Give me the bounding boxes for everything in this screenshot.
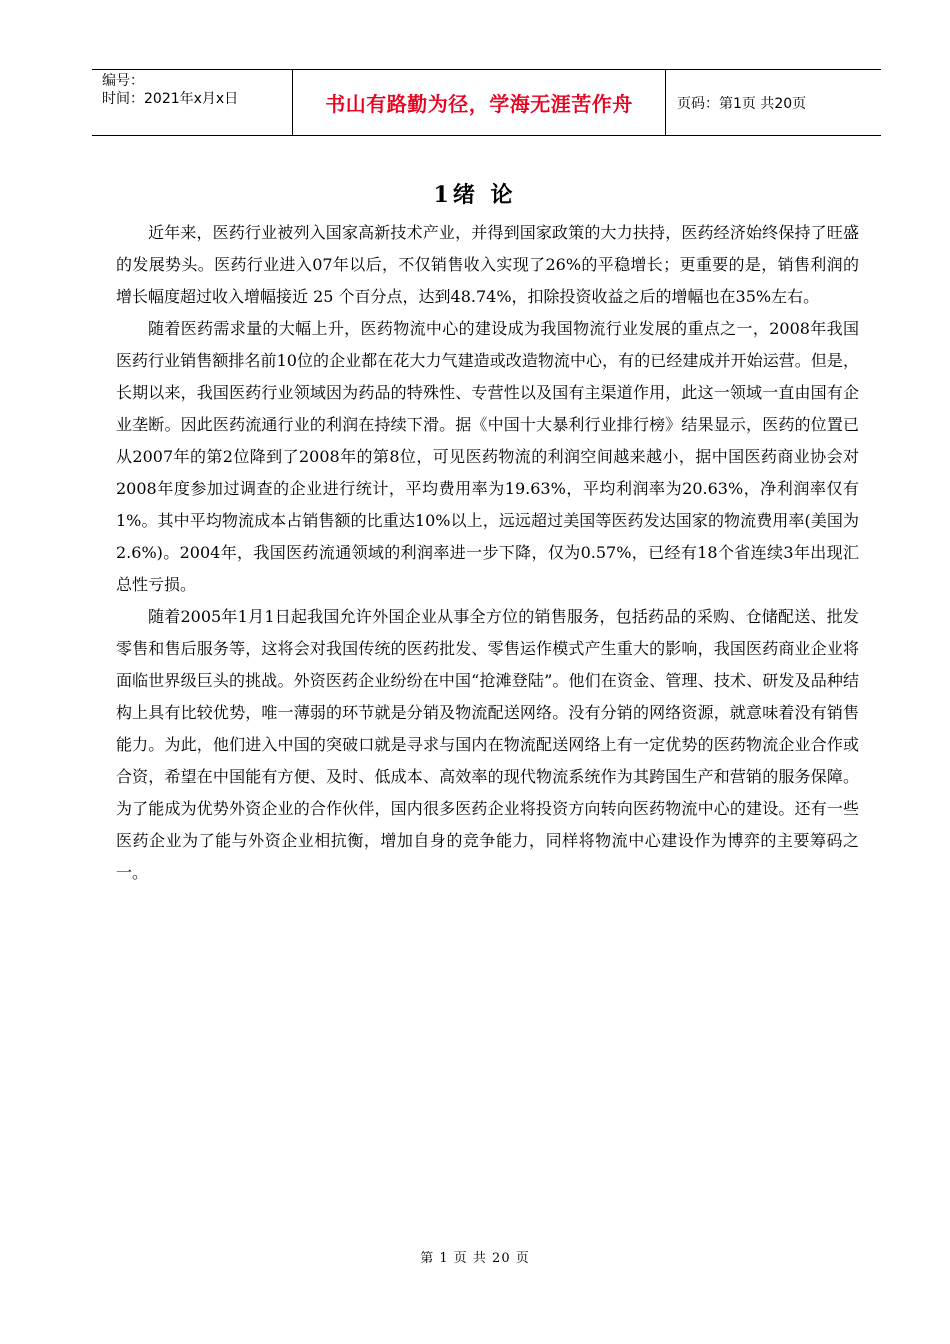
page-header <box>92 69 881 136</box>
motto-text: 书山有路勤为径，学海无涯苦作舟 <box>325 92 633 116</box>
header-motto-cell <box>293 70 666 135</box>
serial-number-label: 编号： <box>102 73 144 89</box>
header-page-cell <box>666 70 881 135</box>
page-footer: 第 1 页 共 20 页 <box>420 1251 530 1266</box>
paragraph-1: 近年来，医药行业被列入国家高新技术产业，并得到国家政策的大力扶持，医药经济始终保持了旺盛的发展势头。医药行业进入07年以后，不仅销售收入实现了26%的平稳增长；更重要的是，销售利润的增长幅度超过收入增幅接近 25 个百分点，达到48.74%，扣除投资收益之后的增幅也在35%左右。 <box>116 223 859 306</box>
paragraph-3: 随着2005年1月1日起我国允许外国企业从事全方位的销售服务，包括药品的采购、仓储配送、批发零售和售后服务等，这将会对我国传统的医药批发、零售运作模式产生重大的影响，我国医药商业企业将面临世界级巨头的挑战。外资医药企业纷纷在中国“抢滩登陆”。他们在资金、管理、技术、研发及品种结构上具有比较优势，唯一薄弱的环节就是分销及物流配送网络。没有分销的网络资源，就意味着没有销售能力。为此，他们进入中国的突破口就是寻求与国内在物流配送网络上有一定优势的医药物流企业合作或合资，希望在中国能有方便、及时、低成本、高效率的现代物流系统作为其跨国生产和营销的服务保障。为了能成为优势外资企业的合作伙伴，国内很多医药企业将投资方向转向医药物流中心的建设。还有一些医药企业为了能与外资企业相抗衡，增加自身的竞争能力，同样将物流中心建设作为博弈的主要筹码之一。 <box>116 607 859 882</box>
paragraph-2: 随着医药需求量的大幅上升，医药物流中心的建设成为我国物流行业发展的重点之一，2008年我国医药行业销售额排名前10位的企业都在花大力气建造或改造物流中心，有的已经建成并开始运营。但是，长期以来，我国医药行业领域因为药品的特殊性、专营性以及国有主渠道作用，此这一领域一直由国有企业垄断。因此医药流通行业的利润在持续下滑。据《中国十大暴利行业排行榜》结果显示，医药的位置已从2007年的第2位降到了2008年的第8位，可见医药物流的利润空间越来越小，据中国医药商业协会对2008年度参加过调查的企业进行统计，平均费用率为19.63%，平均利润率为20.63%，净利润率仅有1%。其中平均物流成本占销售额的比重达10%以上，远远超过美国等医药发达国家的物流费用率(美国为2.6%)。2004年，我国医药流通领域的利润率进一步下降，仅为0.57%，已经有18个省连续3年出现汇总性亏损。 <box>116 319 859 594</box>
time-label: 时间：2021年x月x日 <box>102 91 239 107</box>
chapter-title: 1绪 论 <box>433 182 517 208</box>
page-info: 页码：第1页 共20页 <box>677 95 807 112</box>
header-meta-cell <box>92 70 293 135</box>
document-body <box>116 217 859 889</box>
